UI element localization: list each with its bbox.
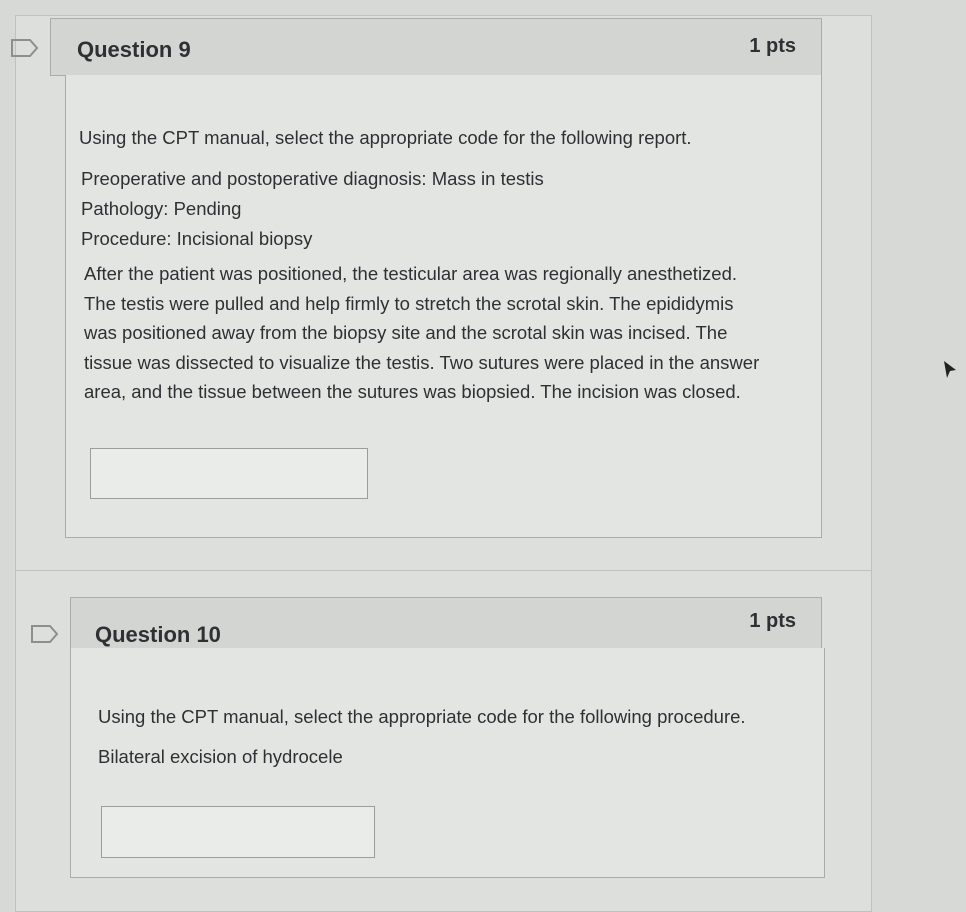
answer-input[interactable]: [101, 806, 375, 858]
question-points: 1 pts: [749, 35, 796, 57]
question-9-header: [50, 18, 822, 76]
diagnosis-line: Preoperative and postoperative diagnosis: Mass in testis: [81, 168, 544, 189]
question-10-body: [70, 648, 825, 878]
report-line: tissue was dissected to visualize the testis. Two sutures were placed in the answer: [84, 351, 760, 373]
report-line: The testis were pulled and help firmly to stretch the scrotal skin. The epididymis: [84, 292, 734, 314]
report-line: After the patient was positioned, the testicular area was regionally anesthetized.: [84, 263, 738, 284]
flag-question-icon[interactable]: [10, 38, 40, 58]
question-prompt: Using the CPT manual, select the appropriate code for the following procedure.: [98, 706, 746, 727]
procedure-line: Bilateral excision of hydrocele: [98, 746, 343, 767]
report-line: area, and the tissue between the sutures was biopsied. The incision was closed.: [84, 381, 741, 402]
report-paragraph: [84, 259, 759, 407]
pathology-line: Pathology: Pending: [81, 198, 242, 219]
mouse-cursor-icon: [942, 360, 958, 380]
question-prompt: Using the CPT manual, select the appropriate code for the following report.: [79, 127, 692, 148]
flag-question-icon[interactable]: [30, 624, 60, 644]
question-9-body: [65, 75, 822, 538]
question-title: Question 10: [95, 622, 221, 647]
report-line: was positioned away from the biopsy site and the scrotal skin was incised. The: [84, 322, 728, 343]
procedure-line: Procedure: Incisional biopsy: [81, 228, 313, 249]
question-points: 1 pts: [749, 610, 796, 632]
question-title: Question 9: [77, 37, 191, 62]
answer-input[interactable]: [90, 448, 368, 499]
question-10-header: [70, 597, 822, 649]
